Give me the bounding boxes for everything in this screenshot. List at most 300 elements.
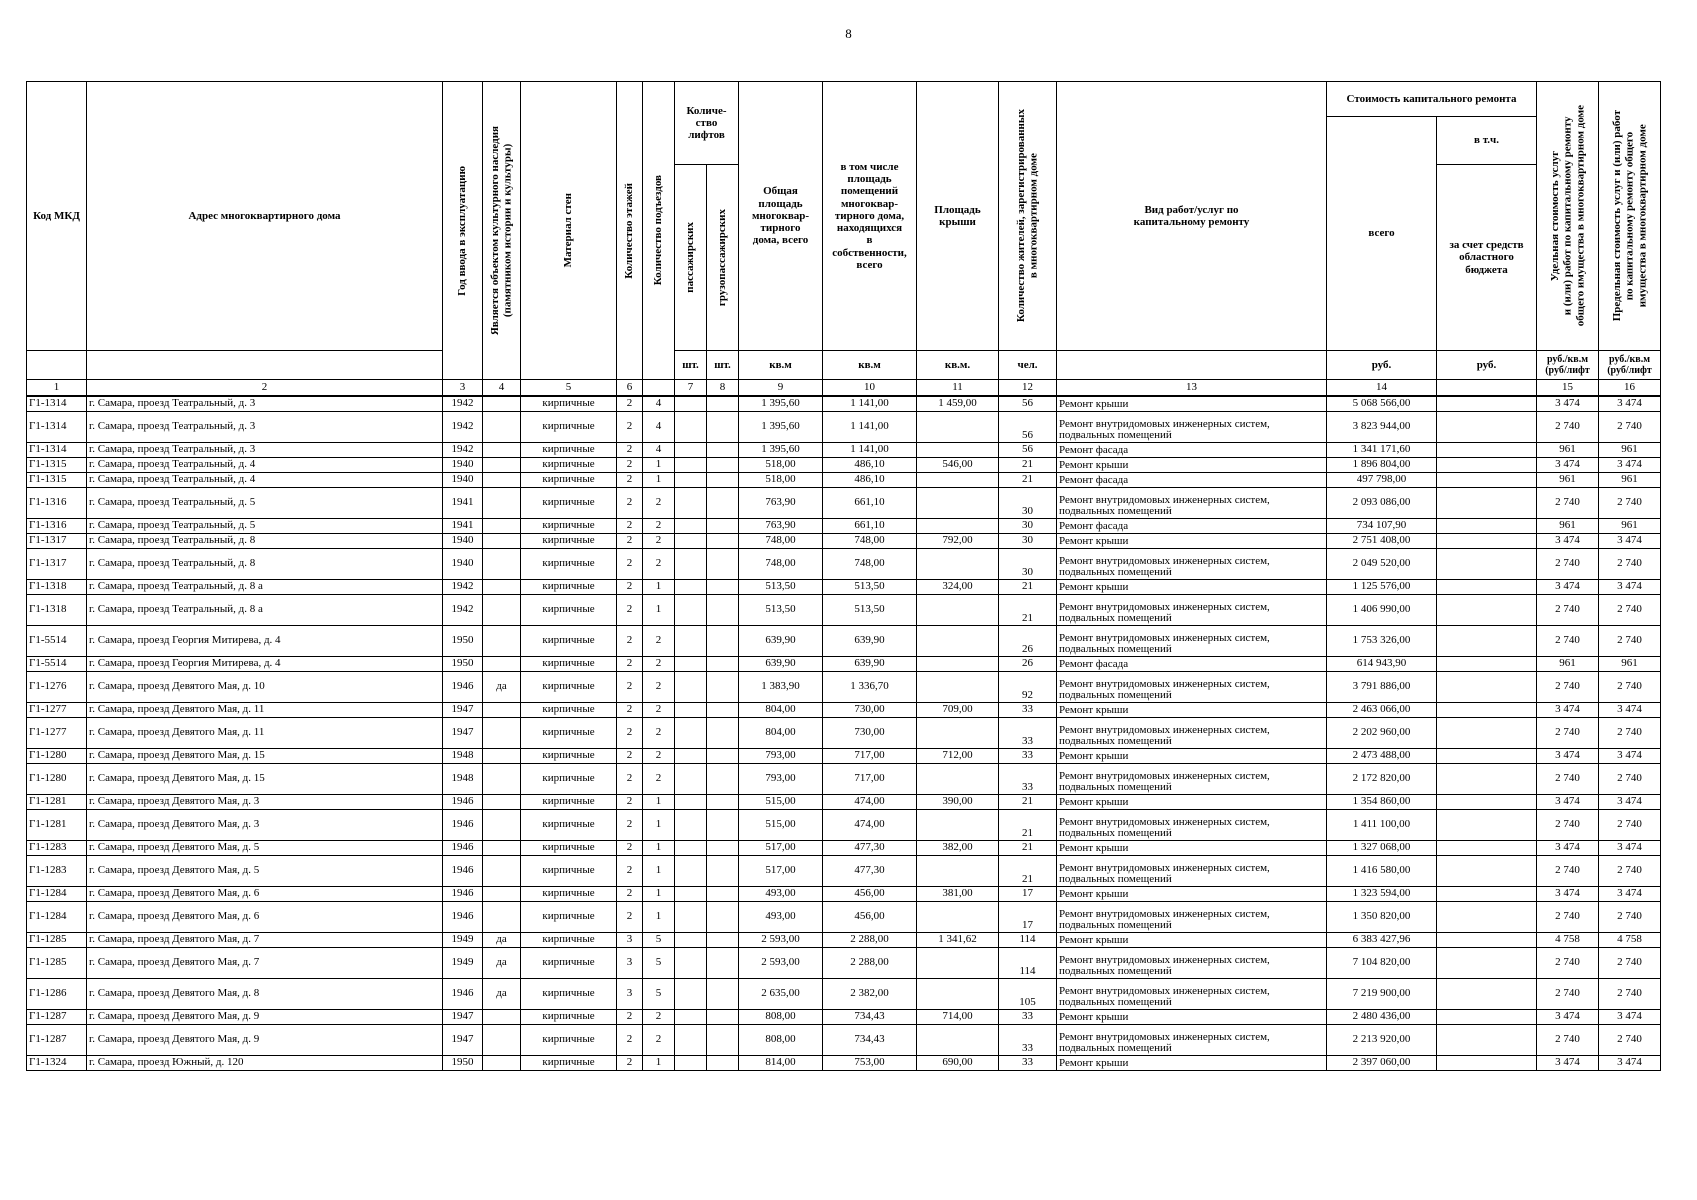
cell-cost-total: 5 068 566,00	[1327, 396, 1437, 412]
cell-lifts-passenger	[675, 764, 707, 795]
table-row	[27, 519, 1661, 534]
cell-address: г. Самара, проезд Театральный, д. 5	[87, 488, 443, 519]
cell-lifts-cargo	[707, 672, 739, 703]
cell-heritage	[483, 810, 521, 841]
cell-roof-area: 792,00	[917, 534, 999, 549]
cell-limit-cost: 961	[1599, 473, 1661, 488]
cell-work-type: Ремонт крыши	[1057, 1010, 1327, 1025]
cell-lifts-passenger	[675, 519, 707, 534]
cell-total-area: 793,00	[739, 749, 823, 764]
cell-material: кирпичные	[521, 412, 617, 443]
cell-residents: 56	[999, 443, 1057, 458]
cell-heritage	[483, 718, 521, 749]
cell-cost-total: 734 107,90	[1327, 519, 1437, 534]
cell-unit-cost: 4 758	[1537, 933, 1599, 948]
cell-material: кирпичные	[521, 933, 617, 948]
cell-owned-area: 486,10	[823, 473, 917, 488]
cell-unit-cost: 3 474	[1537, 887, 1599, 902]
cell-code: Г1-1314	[27, 412, 87, 443]
cell-address: г. Самара, проезд Театральный, д. 4	[87, 473, 443, 488]
cell-year: 1946	[443, 902, 483, 933]
cell-cost-regional	[1437, 443, 1537, 458]
cell-material: кирпичные	[521, 626, 617, 657]
cell-roof-area: 546,00	[917, 458, 999, 473]
cell-code: Г1-1283	[27, 841, 87, 856]
cell-cost-total: 1 350 820,00	[1327, 902, 1437, 933]
cell-year: 1950	[443, 626, 483, 657]
cell-code: Г1-1281	[27, 810, 87, 841]
column-number: 13	[1057, 380, 1327, 397]
cell-residents: 33	[999, 718, 1057, 749]
cell-total-area: 763,90	[739, 488, 823, 519]
cell-code: Г1-1277	[27, 703, 87, 718]
cell-roof-area	[917, 979, 999, 1010]
cell-limit-cost: 961	[1599, 519, 1661, 534]
cell-limit-cost: 2 740	[1599, 810, 1661, 841]
cell-lifts-cargo	[707, 948, 739, 979]
cell-address: г. Самара, проезд Театральный, д. 3	[87, 443, 443, 458]
table-row	[27, 948, 1661, 979]
cell-address: г. Самара, проезд Девятого Мая, д. 15	[87, 749, 443, 764]
cell-address: г. Самара, проезд Южный, д. 120	[87, 1056, 443, 1071]
cell-total-area: 639,90	[739, 657, 823, 672]
cell-cost-regional	[1437, 1010, 1537, 1025]
cell-owned-area: 477,30	[823, 841, 917, 856]
cell-residents: 21	[999, 841, 1057, 856]
cell-lifts-passenger	[675, 473, 707, 488]
cell-year: 1941	[443, 488, 483, 519]
cell-work-type: Ремонт внутридомовых инженерных систем, подвальных помещений	[1057, 764, 1327, 795]
cell-limit-cost: 2 740	[1599, 488, 1661, 519]
cell-address: г. Самара, проезд Девятого Мая, д. 11	[87, 718, 443, 749]
cell-residents: 33	[999, 1056, 1057, 1071]
cell-limit-cost: 2 740	[1599, 412, 1661, 443]
header-heritage: Является объектом культурного наследия (памятником истории и культуры)	[488, 125, 514, 336]
table-row	[27, 458, 1661, 473]
cell-work-type: Ремонт крыши	[1057, 458, 1327, 473]
cell-unit-cost: 3 474	[1537, 396, 1599, 412]
cell-lifts-cargo	[707, 902, 739, 933]
cell-residents: 21	[999, 856, 1057, 887]
cell-work-type: Ремонт крыши	[1057, 841, 1327, 856]
cell-owned-area: 1 141,00	[823, 396, 917, 412]
cell-roof-area	[917, 412, 999, 443]
cell-material: кирпичные	[521, 1025, 617, 1056]
cell-work-type: Ремонт внутридомовых инженерных систем, подвальных помещений	[1057, 1025, 1327, 1056]
cell-entrances: 1	[643, 580, 675, 595]
table-row	[27, 412, 1661, 443]
cell-unit-cost: 2 740	[1537, 672, 1599, 703]
cell-lifts-passenger	[675, 948, 707, 979]
cell-material: кирпичные	[521, 595, 617, 626]
cell-lifts-cargo	[707, 933, 739, 948]
cell-owned-area: 456,00	[823, 902, 917, 933]
cell-limit-cost: 4 758	[1599, 933, 1661, 948]
cell-residents: 114	[999, 948, 1057, 979]
cell-work-type: Ремонт внутридомовых инженерных систем, подвальных помещений	[1057, 948, 1327, 979]
cell-limit-cost: 3 474	[1599, 841, 1661, 856]
cell-floors: 2	[617, 887, 643, 902]
cell-roof-area	[917, 549, 999, 580]
table-row	[27, 657, 1661, 672]
cell-total-area: 748,00	[739, 534, 823, 549]
cell-heritage	[483, 887, 521, 902]
cell-limit-cost: 2 740	[1599, 902, 1661, 933]
cell-address: г. Самара, проезд Театральный, д. 8 а	[87, 580, 443, 595]
cell-cost-regional	[1437, 595, 1537, 626]
cell-roof-area: 712,00	[917, 749, 999, 764]
cell-cost-total: 1 323 594,00	[1327, 887, 1437, 902]
cell-limit-cost: 2 740	[1599, 672, 1661, 703]
cell-cost-total: 2 213 920,00	[1327, 1025, 1437, 1056]
cell-owned-area: 639,90	[823, 657, 917, 672]
cell-residents: 33	[999, 1025, 1057, 1056]
cell-entrances: 1	[643, 473, 675, 488]
cell-lifts-passenger	[675, 795, 707, 810]
column-number: 15	[1537, 380, 1599, 397]
cell-floors: 2	[617, 396, 643, 412]
cell-entrances: 2	[643, 703, 675, 718]
cell-code: Г1-1314	[27, 396, 87, 412]
cell-code: Г1-5514	[27, 626, 87, 657]
cell-heritage	[483, 443, 521, 458]
cell-unit-cost: 961	[1537, 443, 1599, 458]
cell-limit-cost: 961	[1599, 443, 1661, 458]
cell-entrances: 5	[643, 933, 675, 948]
cell-address: г. Самара, проезд Девятого Мая, д. 10	[87, 672, 443, 703]
cell-floors: 2	[617, 795, 643, 810]
cell-owned-area: 661,10	[823, 488, 917, 519]
cell-year: 1946	[443, 672, 483, 703]
cell-cost-regional	[1437, 810, 1537, 841]
header-cost-regional: за счет средств областного бюджета	[1437, 165, 1537, 351]
cell-lifts-passenger	[675, 933, 707, 948]
cell-entrances: 4	[643, 396, 675, 412]
cell-year: 1940	[443, 534, 483, 549]
column-number: 4	[483, 380, 521, 397]
cell-floors: 2	[617, 473, 643, 488]
cell-material: кирпичные	[521, 841, 617, 856]
cell-code: Г1-1324	[27, 1056, 87, 1071]
cell-floors: 2	[617, 626, 643, 657]
cell-unit-cost: 2 740	[1537, 856, 1599, 887]
cell-cost-regional	[1437, 795, 1537, 810]
cell-lifts-cargo	[707, 1010, 739, 1025]
cell-floors: 2	[617, 1025, 643, 1056]
header-roof-area: Площадь крыши	[917, 82, 999, 351]
cell-floors: 3	[617, 948, 643, 979]
cell-entrances: 1	[643, 595, 675, 626]
cell-roof-area	[917, 948, 999, 979]
cell-cost-regional	[1437, 902, 1537, 933]
cell-heritage	[483, 519, 521, 534]
cell-address: г. Самара, проезд Девятого Мая, д. 3	[87, 795, 443, 810]
cell-year: 1948	[443, 749, 483, 764]
cell-total-area: 1 395,60	[739, 412, 823, 443]
cell-work-type: Ремонт внутридомовых инженерных систем, подвальных помещений	[1057, 595, 1327, 626]
cell-heritage	[483, 841, 521, 856]
cell-material: кирпичные	[521, 718, 617, 749]
cell-residents: 26	[999, 657, 1057, 672]
cell-cost-regional	[1437, 534, 1537, 549]
cell-roof-area	[917, 764, 999, 795]
cell-lifts-cargo	[707, 810, 739, 841]
cell-code: Г1-1318	[27, 595, 87, 626]
cell-lifts-passenger	[675, 749, 707, 764]
cell-cost-regional	[1437, 473, 1537, 488]
cell-residents: 26	[999, 626, 1057, 657]
cell-code: Г1-1315	[27, 473, 87, 488]
cell-year: 1942	[443, 443, 483, 458]
cell-lifts-cargo	[707, 396, 739, 412]
cell-floors: 2	[617, 718, 643, 749]
cell-material: кирпичные	[521, 657, 617, 672]
cell-cost-total: 6 383 427,96	[1327, 933, 1437, 948]
cell-heritage	[483, 488, 521, 519]
cell-cost-regional	[1437, 488, 1537, 519]
cell-entrances: 1	[643, 887, 675, 902]
header-lifts-passenger: пассажирских	[684, 222, 697, 293]
cell-work-type: Ремонт внутридомовых инженерных систем, подвальных помещений	[1057, 412, 1327, 443]
cell-heritage	[483, 749, 521, 764]
cell-code: Г1-1317	[27, 534, 87, 549]
cell-roof-area: 690,00	[917, 1056, 999, 1071]
cell-material: кирпичные	[521, 810, 617, 841]
table-row	[27, 534, 1661, 549]
cell-cost-total: 3 791 886,00	[1327, 672, 1437, 703]
cell-material: кирпичные	[521, 534, 617, 549]
cell-lifts-passenger	[675, 979, 707, 1010]
cell-entrances: 1	[643, 1056, 675, 1071]
cell-code: Г1-1287	[27, 1025, 87, 1056]
cell-lifts-passenger	[675, 626, 707, 657]
cell-total-area: 2 593,00	[739, 948, 823, 979]
cell-floors: 2	[617, 580, 643, 595]
cell-heritage: да	[483, 979, 521, 1010]
header-residents: Количество жителей, зарегистрированных в многоквартирном доме	[1014, 109, 1040, 323]
cell-work-type: Ремонт фасада	[1057, 443, 1327, 458]
header-unit-people: чел.	[999, 351, 1057, 380]
cell-limit-cost: 3 474	[1599, 703, 1661, 718]
cell-unit-cost: 2 740	[1537, 595, 1599, 626]
cell-roof-area: 709,00	[917, 703, 999, 718]
cell-cost-regional	[1437, 412, 1537, 443]
cell-entrances: 5	[643, 948, 675, 979]
cell-floors: 2	[617, 703, 643, 718]
cell-total-area: 513,50	[739, 595, 823, 626]
column-number: 8	[707, 380, 739, 397]
cell-lifts-cargo	[707, 443, 739, 458]
cell-limit-cost: 2 740	[1599, 595, 1661, 626]
cell-cost-total: 3 823 944,00	[1327, 412, 1437, 443]
cell-floors: 2	[617, 549, 643, 580]
cell-owned-area: 2 382,00	[823, 979, 917, 1010]
cell-owned-area: 734,43	[823, 1025, 917, 1056]
cell-year: 1942	[443, 412, 483, 443]
cell-code: Г1-1314	[27, 443, 87, 458]
cell-lifts-passenger	[675, 657, 707, 672]
cell-heritage	[483, 657, 521, 672]
cell-roof-area: 324,00	[917, 580, 999, 595]
cell-lifts-cargo	[707, 488, 739, 519]
cell-cost-regional	[1437, 1056, 1537, 1071]
cell-entrances: 4	[643, 412, 675, 443]
cell-heritage	[483, 703, 521, 718]
cell-limit-cost: 3 474	[1599, 749, 1661, 764]
cell-unit-cost: 2 740	[1537, 488, 1599, 519]
cell-unit-cost: 3 474	[1537, 1010, 1599, 1025]
cell-total-area: 493,00	[739, 902, 823, 933]
cell-unit-cost: 2 740	[1537, 718, 1599, 749]
column-number	[1437, 380, 1537, 397]
cell-total-area: 1 383,90	[739, 672, 823, 703]
cell-roof-area	[917, 519, 999, 534]
cell-year: 1946	[443, 795, 483, 810]
cell-floors: 2	[617, 595, 643, 626]
header-unit-sqm: кв.м.	[917, 351, 999, 380]
cell-year: 1947	[443, 703, 483, 718]
cell-floors: 2	[617, 749, 643, 764]
cell-address: г. Самара, проезд Девятого Мая, д. 9	[87, 1010, 443, 1025]
cell-address: г. Самара, проезд Девятого Мая, д. 9	[87, 1025, 443, 1056]
cell-heritage	[483, 473, 521, 488]
cell-year: 1942	[443, 595, 483, 626]
cell-residents: 21	[999, 458, 1057, 473]
column-number: 3	[443, 380, 483, 397]
cell-limit-cost: 2 740	[1599, 626, 1661, 657]
cell-code: Г1-1316	[27, 519, 87, 534]
cell-total-area: 513,50	[739, 580, 823, 595]
cell-heritage	[483, 458, 521, 473]
cell-owned-area: 456,00	[823, 887, 917, 902]
cell-owned-area: 513,50	[823, 580, 917, 595]
cell-lifts-passenger	[675, 443, 707, 458]
cell-roof-area	[917, 718, 999, 749]
cell-owned-area: 661,10	[823, 519, 917, 534]
cell-heritage	[483, 549, 521, 580]
cell-roof-area	[917, 473, 999, 488]
table-row	[27, 580, 1661, 595]
cell-address: г. Самара, проезд Театральный, д. 3	[87, 412, 443, 443]
cell-floors: 2	[617, 764, 643, 795]
cell-roof-area: 382,00	[917, 841, 999, 856]
cell-address: г. Самара, проезд Театральный, д. 5	[87, 519, 443, 534]
cell-residents: 30	[999, 519, 1057, 534]
cell-lifts-cargo	[707, 887, 739, 902]
cell-lifts-passenger	[675, 810, 707, 841]
cell-floors: 2	[617, 657, 643, 672]
column-number	[643, 380, 675, 397]
header-unit-rub: руб.	[1327, 351, 1437, 380]
cell-cost-total: 1 411 100,00	[1327, 810, 1437, 841]
cell-total-area: 2 635,00	[739, 979, 823, 1010]
table-row	[27, 1010, 1661, 1025]
cell-material: кирпичные	[521, 672, 617, 703]
header-unit-empty	[1057, 351, 1327, 380]
cell-cost-total: 2 202 960,00	[1327, 718, 1437, 749]
capital-repair-table	[26, 81, 1661, 1071]
cell-year: 1942	[443, 580, 483, 595]
cell-work-type: Ремонт крыши	[1057, 795, 1327, 810]
cell-work-type: Ремонт внутридомовых инженерных систем, подвальных помещений	[1057, 549, 1327, 580]
header-cost-incl: в т.ч.	[1437, 117, 1537, 165]
cell-owned-area: 474,00	[823, 795, 917, 810]
cell-address: г. Самара, проезд Девятого Мая, д. 8	[87, 979, 443, 1010]
cell-entrances: 1	[643, 458, 675, 473]
cell-heritage	[483, 1025, 521, 1056]
cell-unit-cost: 3 474	[1537, 841, 1599, 856]
cell-residents: 21	[999, 795, 1057, 810]
cell-floors: 2	[617, 412, 643, 443]
cell-roof-area	[917, 595, 999, 626]
cell-cost-regional	[1437, 841, 1537, 856]
header-floors: Количество этажей	[623, 182, 636, 279]
cell-roof-area: 390,00	[917, 795, 999, 810]
cell-address: г. Самара, проезд Театральный, д. 8	[87, 534, 443, 549]
cell-cost-regional	[1437, 549, 1537, 580]
cell-limit-cost: 3 474	[1599, 887, 1661, 902]
cell-code: Г1-5514	[27, 657, 87, 672]
cell-year: 1949	[443, 948, 483, 979]
cell-material: кирпичные	[521, 703, 617, 718]
header-material: Материал стен	[562, 193, 575, 268]
cell-cost-total: 2 049 520,00	[1327, 549, 1437, 580]
cell-roof-area	[917, 443, 999, 458]
cell-limit-cost: 2 740	[1599, 979, 1661, 1010]
cell-lifts-cargo	[707, 841, 739, 856]
cell-address: г. Самара, проезд Девятого Мая, д. 3	[87, 810, 443, 841]
cell-entrances: 1	[643, 841, 675, 856]
table-row	[27, 749, 1661, 764]
cell-entrances: 2	[643, 657, 675, 672]
cell-cost-total: 2 473 488,00	[1327, 749, 1437, 764]
cell-work-type: Ремонт крыши	[1057, 534, 1327, 549]
cell-unit-cost: 3 474	[1537, 458, 1599, 473]
cell-total-area: 808,00	[739, 1010, 823, 1025]
cell-floors: 2	[617, 841, 643, 856]
table-row	[27, 703, 1661, 718]
cell-lifts-passenger	[675, 841, 707, 856]
table-row	[27, 396, 1661, 412]
cell-work-type: Ремонт крыши	[1057, 887, 1327, 902]
cell-total-area: 808,00	[739, 1025, 823, 1056]
cell-unit-cost: 3 474	[1537, 1056, 1599, 1071]
cell-owned-area: 730,00	[823, 718, 917, 749]
cell-year: 1940	[443, 549, 483, 580]
cell-cost-total: 1 354 860,00	[1327, 795, 1437, 810]
page-number: 8	[845, 26, 852, 41]
cell-lifts-passenger	[675, 718, 707, 749]
cell-owned-area: 734,43	[823, 1010, 917, 1025]
cell-material: кирпичные	[521, 795, 617, 810]
cell-code: Г1-1285	[27, 933, 87, 948]
table-row	[27, 979, 1661, 1010]
column-number: 14	[1327, 380, 1437, 397]
cell-lifts-cargo	[707, 703, 739, 718]
cell-address: г. Самара, проезд Девятого Мая, д. 5	[87, 841, 443, 856]
cell-year: 1946	[443, 979, 483, 1010]
cell-residents: 30	[999, 549, 1057, 580]
cell-work-type: Ремонт крыши	[1057, 933, 1327, 948]
cell-heritage: да	[483, 948, 521, 979]
table-row	[27, 718, 1661, 749]
cell-roof-area: 1 459,00	[917, 396, 999, 412]
cell-lifts-cargo	[707, 626, 739, 657]
cell-limit-cost: 3 474	[1599, 458, 1661, 473]
cell-residents: 21	[999, 595, 1057, 626]
cell-lifts-cargo	[707, 1025, 739, 1056]
cell-owned-area: 1 141,00	[823, 412, 917, 443]
